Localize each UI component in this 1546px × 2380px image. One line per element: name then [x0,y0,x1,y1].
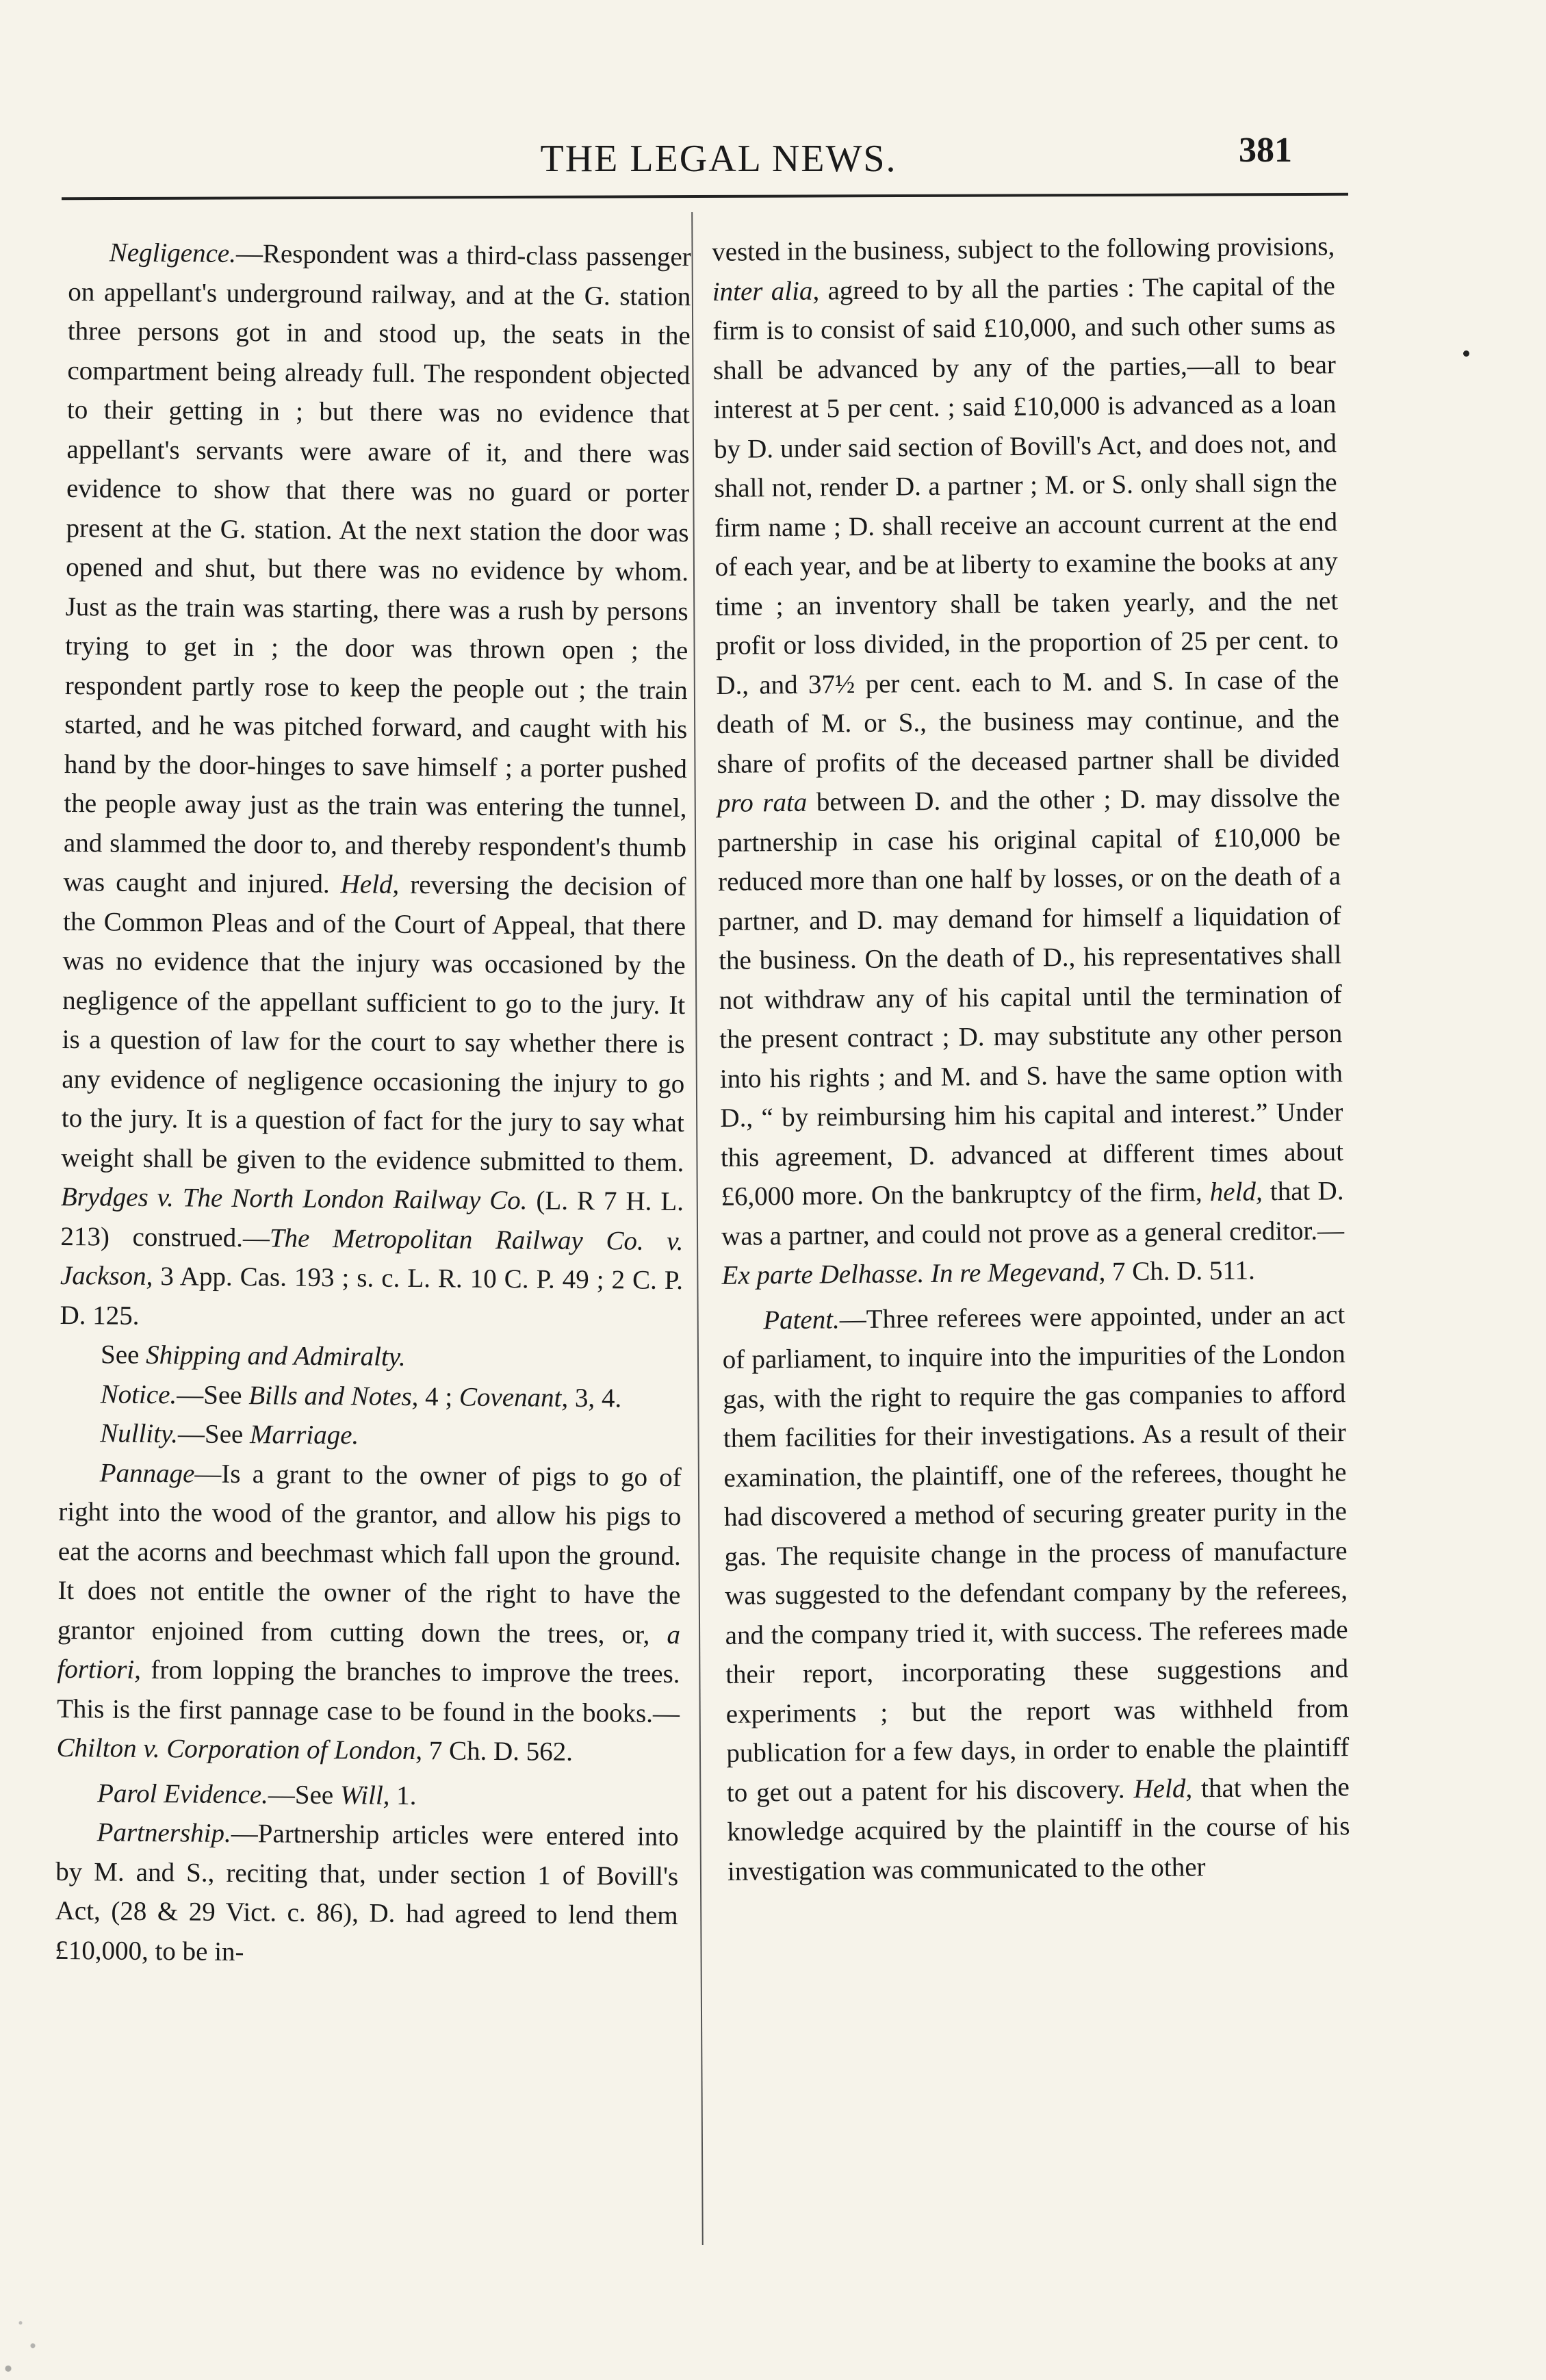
nullity-entry [59,1413,682,1458]
notice-ref-1: Bills and Notes, [248,1380,419,1411]
patent-text-2: that when the knowledge acquired by the plaintiff in the course of his investigation was communicated to the other [727,1771,1350,1886]
parol-suffix: 1. [389,1780,417,1810]
see-shipping-ref: Shipping and Admiralty. [146,1340,406,1372]
see-shipping-entry [60,1335,682,1379]
pannage-case-name: Chilton v. Corporation of London, [56,1732,423,1766]
partnership-inter-alia: inter alia, [712,275,820,307]
pannage-entry [56,1453,682,1772]
pannage-a-fortiori: a fortiori, [57,1620,681,1685]
pannage-case-text: 7 Ch. D. 562. [422,1736,574,1767]
nullity-heading: Nullity. [100,1418,179,1449]
partnership-cont-text-2: agreed to by all the parties : The capital of the firm is to consist of said £10,000, and such other sums as shall be advanced by any of the parties,—all to bear interest at 5 per cent. ; said £10,000 is advanced as a loan by D. under said section of Bovill's Act, and does not, and shall not, render D. a partner ; M. or S. only shall sign the firm name ; D. shall receive an account current at the end of each year, and be at liberty to examine the books at any time ; an inventory shall be taken yearly, and the net profit or loss divided, in the proportion of 25 per cent. to D., and 37½ per cent. each to M. and S. In case of the death of M. or S., the business may continue, and the share of profits of the deceased partner shall be divided [712,270,1340,779]
partnership-heading: Partnership. [96,1817,231,1848]
partnership-entry [55,1813,679,1975]
header-rule [62,193,1348,201]
nullity-prefix: —See [177,1419,250,1450]
nullity-ref: Marriage. [249,1420,359,1450]
partnership-case-name: Ex parte Delhasse. In re Megevand, [721,1257,1106,1290]
negligence-case-text: (L. R 7 H. L. 213) construed.— [60,1186,684,1253]
negligence-text: —Respondent was a third-class passenger on appellant's underground railway, and at the G. station three persons got in and stood up, the seats in the compartment being already full. The respondent objected to their getting in ; but there was no evidence that appellant's servants were aware of it, and there was evidence to show that there was no guard or porter present at the G. station. At the next station the door was opened and shut, but there was no evidence by whom. Just as the train was starting, there was a rush by persons trying to get in ; the door was thrown open ; the respondent partly rose to keep the people out ; the train started, and he was pitched forward, and caught with his hand by the door-hinges to save himself ; a porter pushed the people away just as the train was entering the tunnel, and slammed the door to, and thereby respondent's thumb was caught and injured. [63,238,691,899]
partnership-text: —Partnership articles were entered into by M. and S., reciting that, under section 1 of Bovill's Act, (28 & 29 Vict. c. 86), D. had agreed to lend them £10,000, to be in- [55,1818,679,1967]
partnership-cont-text-4: that D. was a partner, and could not prove as a general creditor.— [721,1176,1345,1251]
partnership-cont-text-3: between D. and the other ; D. may dissolve the partnership in case his original capital of £10,000 be reduced more than one half by losses, or on the death of a partner, and D. may demand for himself a liquidation of the business. On the death of D., his representatives shall not withdraw any of his capital until the termination of the present contract ; D. may substitute any other person into his rights ; and M. and S. have the same option with D., “ by reimbursing him his capital and interest.” Under this agreement, D. advanced at different times about £6,000 more. On the bankruptcy of the firm, [717,782,1344,1212]
patent-heading: Patent. [763,1304,840,1335]
page-number: 381 [1239,131,1292,170]
pannage-heading: Pannage [99,1457,195,1489]
see-shipping-prefix: See [100,1340,146,1370]
negligence-held-label: Held, [340,869,400,899]
page-header [0,0,1546,192]
negligence-held-text: reversing the decision of the Common Pleas and of the Court of Appeal, that there was no evidence that the injury was occasioned by the negligence of the appellant sufficient to go to the jury. It is a question of law for the court to say whether there is any evidence of negligence occasioning the injury to go to the jury. It is a question of fact for the jury to say what weight shall be given to the evidence submitted to them. [61,869,686,1177]
patent-entry [722,1295,1350,1891]
notice-entry [59,1374,682,1418]
ink-speck [1463,350,1469,357]
notice-ref-2: Covenant, [459,1382,569,1413]
notice-prefix: —See [177,1379,249,1410]
parol-prefix: —See [268,1779,341,1810]
negligence-entry [60,233,691,1340]
parol-ref: Will, [339,1780,390,1810]
pannage-text-2: from lopping the branches to improve the trees. This is the first pannage case to be found in the books.— [56,1654,680,1728]
parol-entry [56,1773,679,1817]
notice-suffix: 3, 4. [568,1383,622,1413]
notice-mid: 4 ; [418,1381,460,1412]
negligence-case-name-2: The Metropolitan Railway Co. v. Jackson, [60,1223,684,1292]
parol-heading: Parol Evidence. [96,1778,269,1809]
patent-held-label: Held, [1133,1773,1193,1804]
notice-heading: Notice. [100,1379,177,1409]
partnership-continued [712,227,1345,1295]
patent-text: —Three referees were appointed, under an act of parliament, to inquire into the impurities of the London gas, with the right to require the gas companies to afford them facilities for their investigations. As a result of their examination, the plaintiff, one of the referees, thought he had discovered a method of securing greater purity in the gas. The requisite change in the process of manufacture was suggested to the defendant company by the referees, and the company tried it, with success. The referees made their report, incorporating these suggestions and experiments ; but the report was withheld from publication for a few days, in order to enable the plaintiff to get out a patent for his discovery. [722,1299,1350,1808]
negligence-case-name: Brydges v. The North London Railway Co. [60,1181,528,1216]
pannage-text: —Is a grant to the owner of pigs to go of right into the wood of the grantor, and allow his pigs to eat the acorns and beechmast which fall upon the ground. It does not entitle the owner of the right to have the grantor enjoined from cutting down the trees, or, [57,1459,682,1650]
partnership-held-label: held, [1209,1177,1263,1207]
column-divider [691,212,704,2245]
page-corner-noise [0,2266,82,2380]
right-column [712,227,1350,1891]
partnership-cont-text-1: vested in the business, subject to the following provisions, [712,231,1335,267]
partnership-pro-rata: pro rata [717,787,808,818]
left-column [55,233,691,1975]
negligence-case-text-2: 3 App. Cas. 193 ; s. c. L. R. 10 C. P. 49 ; 2 C. P. D. 125. [60,1262,684,1331]
partnership-case-text: 7 Ch. D. 511. [1105,1255,1255,1287]
negligence-heading: Negligence. [109,238,237,268]
running-title: THE LEGAL NEWS. [540,138,897,180]
